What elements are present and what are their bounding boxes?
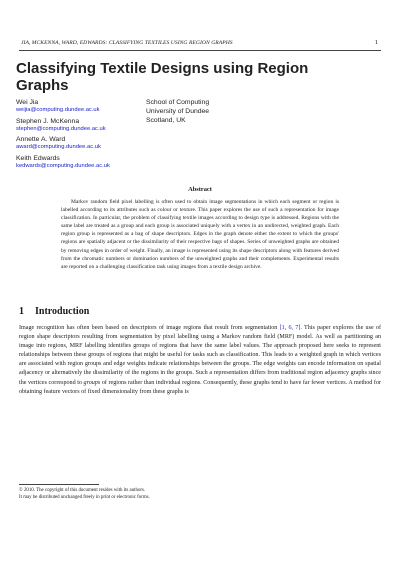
- distribution-line: It may be distributed unchanged freely in print or electronic forms.: [19, 495, 150, 500]
- section-title: Introduction: [35, 306, 90, 317]
- intro-text: Image recognition has often been based on descriptors of image regions that result from segmentation: [19, 325, 280, 331]
- running-head-text: JIA, MCKENNA, WARD, EDWARDS: CLASSIFYING TEXTILES USING REGION GRAPHS: [21, 40, 233, 46]
- section-heading: [19, 306, 89, 317]
- author-name: Wei Jia: [16, 99, 39, 106]
- author-list: [16, 98, 156, 172]
- author-email[interactable]: kedwards@computing.dundee.ac.uk: [16, 162, 110, 169]
- author: [16, 135, 156, 152]
- author-email[interactable]: weijia@computing.dundee.ac.uk: [16, 107, 100, 113]
- intro-paragraph: [19, 324, 381, 397]
- affiliation-line: University of Dundee: [146, 108, 210, 115]
- author: [16, 154, 156, 171]
- author-name: Keith Edwards: [16, 154, 60, 162]
- author-name: Annette A. Ward: [16, 136, 66, 143]
- affiliation-line: Scotland, UK: [146, 117, 186, 124]
- intro-text: of regions rather than individual regions. Consequently, these graphs tend to have far fewer vertices. A method for obtaining feature vectors of fixed dimensionality from these graphs is: [19, 379, 381, 395]
- affiliation-line: School of Computing: [146, 99, 210, 106]
- author-email[interactable]: stephen@computing.dundee.ac.uk: [16, 125, 106, 132]
- author-name: Stephen J. McKenna: [16, 117, 80, 125]
- author: [16, 98, 156, 115]
- abstract-heading: Abstract: [188, 186, 212, 193]
- page-number: 1: [374, 39, 378, 46]
- footnote-rule: [19, 484, 99, 485]
- affiliation: [146, 98, 266, 125]
- citation-link[interactable]: [1, 6, 7]: [279, 325, 301, 331]
- header-rule: [19, 50, 381, 51]
- intro-text: . This paper explores the use of region shape descriptors resulting from segmentation by pixel labelling using a Markov random field (MRF) model. As well as partitioning an image into regions, MRF labelling identifies groups of regions that have the same label values. The approach proposed here seeks to represent relationships between these groups of regions that might be useful for tasks such as classification. This leads to a weighted graph in which vertices are associated with region groups and edge weights indicate relationships between the groups. The edge weights can encode information on spatial adjacency or alternatively the dissimilarity of the regions in the groups. Such a representation differs from traditional region adjacency graphs since the vertices correspond to: [19, 325, 381, 386]
- abstract-text: Markov random field pixel labelling is often used to obtain image segmentations in which each segment or region is labelled according to its attributes such as colour or texture. This paper explores the use of such a representation for image classification. In particular, the problem of classifying textile images according to design type is addressed. Regions with the same label are treated as a group and each group is associated uniquely with a vertex in an undirected, weighted graph. Each region group is represented as a bag of shape descriptors. Edges in the graph denote either the extent to which the groups' regions are spatially adjacent or the dissimilarity of their respective bags of shapes. Series of unweighted graphs are obtained by removing edges in order of weight. Finally, an image is represented using its shape descriptors along with features derived from the chromatic numbers or domination numbers of the unweighted graphs and their complements. Experimental results are reported on a challenging classification task using images from a textile design archive.: [61, 199, 339, 270]
- author-email[interactable]: award@computing.dundee.ac.uk: [16, 144, 101, 150]
- copyright-line: © 2010. The copyright of this document resides with its authors.: [19, 488, 146, 493]
- author: [16, 117, 156, 134]
- copyright-footnote: [19, 487, 269, 501]
- running-head: [21, 40, 380, 46]
- emphasis-text: groups: [83, 379, 101, 386]
- section-number: 1: [19, 306, 24, 317]
- paper-title: Classifying Textile Designs using Region Graphs: [16, 60, 309, 94]
